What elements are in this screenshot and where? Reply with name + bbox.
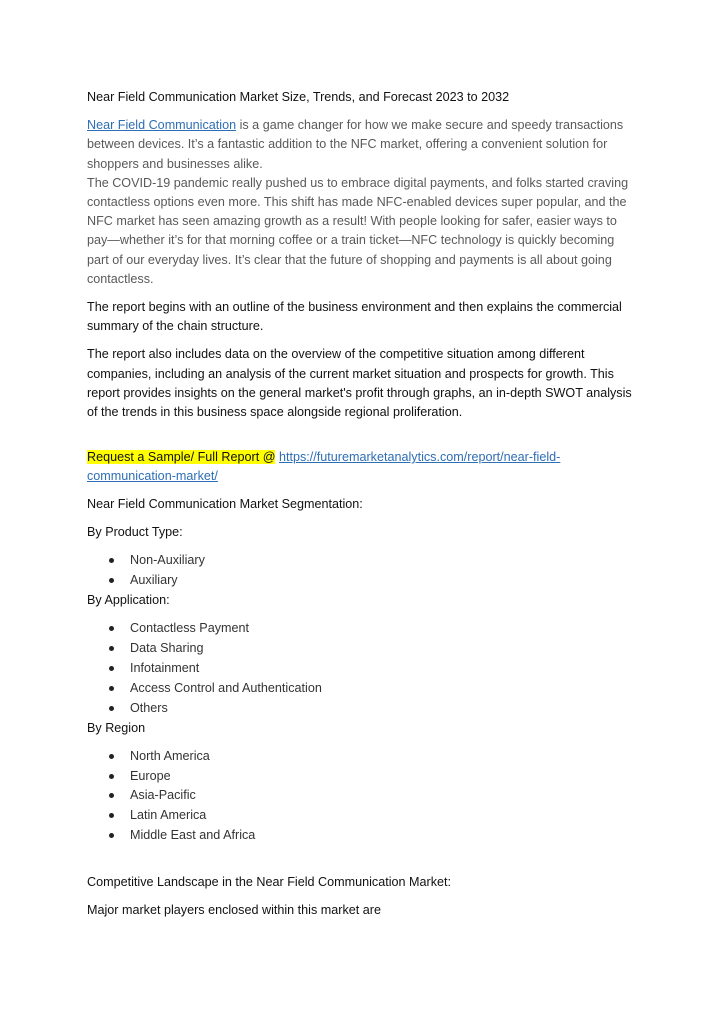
application-list [87, 619, 635, 718]
list-item: Contactless Payment [87, 619, 635, 639]
list-item: Data Sharing [87, 639, 635, 659]
product-type-list [87, 551, 635, 591]
list-item: Infotainment [87, 659, 635, 679]
report-url-link[interactable]: https://futuremarketanalytics.com/report/near-field-communication-market/ [87, 450, 561, 484]
request-sample-label: Request a Sample/ Full Report @ [87, 450, 276, 465]
document-title: Near Field Communication Market Size, Trends, and Forecast 2023 to 2032 [87, 90, 510, 104]
document-content [87, 88, 635, 921]
competitive-landscape-title: Competitive Landscape in the Near Field Communication Market: [87, 875, 451, 890]
list-item: Latin America [87, 806, 635, 826]
list-item: North America [87, 747, 635, 767]
intro-text-1: is a game changer for how we make secure and speedy transactions between devices. It’s a fantastic addition to the NFC market, offering a convenient solution for shoppers and businesses alike. [87, 118, 624, 171]
intro-text-2: The COVID-19 pandemic really pushed us to embrace digital payments, and folks started craving contactless options even more. This shift has made NFC-enabled devices super popular, and the NFC market has seen amazing growth as a result! With people looking for safer, easier ways to pay—whether it’s for that morning coffee or a train ticket—NFC technology is quickly becoming part of our everyday lives. It’s clear that the future of shopping and payments is all about going contactless. [87, 175, 629, 286]
near-field-communication-link[interactable]: Near Field Communication [87, 118, 237, 133]
report-overview-paragraph: The report also includes data on the overview of the competitive situation among different companies, including an analysis of the current market situation and prospects for growth. This report provides insights on the general market's profit through graphs, an in-depth SWOT analysis of the trends in this business space alongside regional proliferation. [87, 347, 632, 420]
list-item: Europe [87, 767, 635, 787]
major-players-text: Major market players enclosed within this market are [87, 903, 381, 918]
list-item: Auxiliary [87, 571, 635, 591]
segment-title-product-type: By Product Type: [87, 524, 183, 539]
segmentation-title: Near Field Communication Market Segmentation: [87, 496, 363, 511]
list-item: Others [87, 699, 635, 719]
request-sample-line [87, 448, 635, 486]
list-item: Asia-Pacific [87, 786, 635, 806]
segment-title-region: By Region [87, 720, 146, 735]
list-item: Non-Auxiliary [87, 551, 635, 571]
region-list [87, 747, 635, 846]
intro-paragraph [87, 116, 635, 289]
segment-title-application: By Application: [87, 592, 170, 607]
list-item: Middle East and Africa [87, 826, 635, 846]
list-item: Access Control and Authentication [87, 679, 635, 699]
report-outline-paragraph: The report begins with an outline of the business environment and then explains the commercial summary of the chain structure. [87, 300, 622, 334]
